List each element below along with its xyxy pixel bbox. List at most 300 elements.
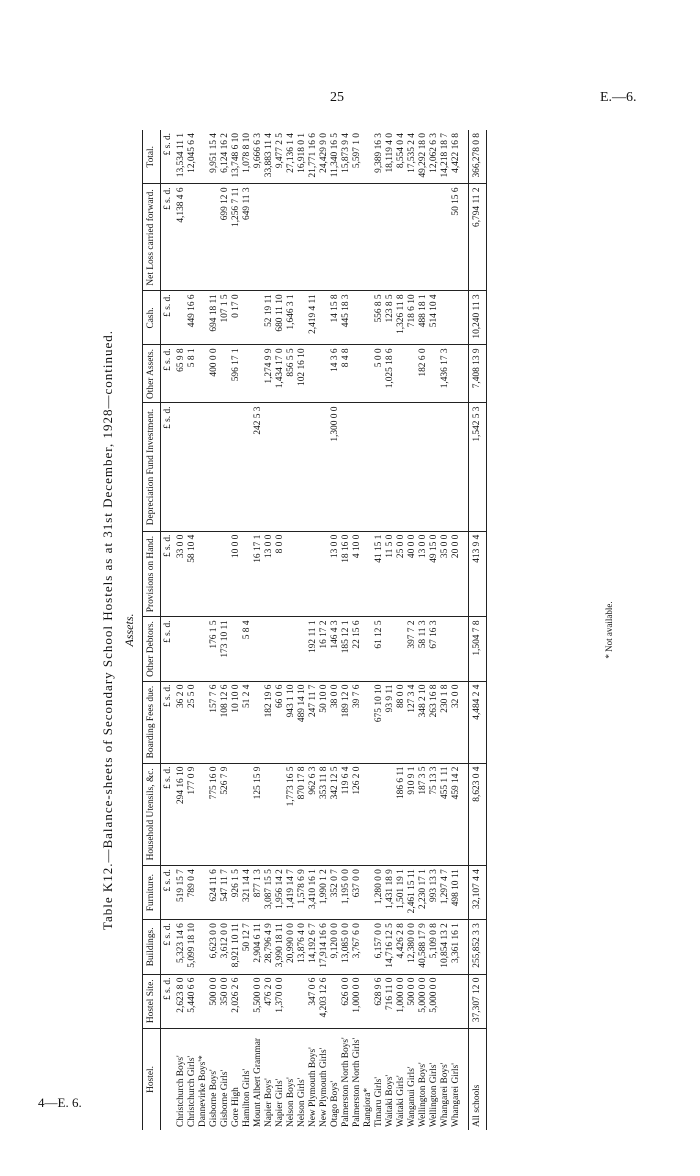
table-cell — [440, 184, 451, 291]
table-cell — [242, 403, 253, 531]
table-cell — [286, 403, 297, 531]
table-cell: 247 11 7 — [308, 681, 319, 763]
header-row — [143, 130, 161, 1130]
table-cell: £ s. d. — [161, 974, 177, 1028]
table-cell — [385, 763, 396, 866]
table-cell: 1,542 5 3 — [469, 403, 487, 531]
column-header: Cash. — [143, 291, 161, 345]
table-cell: 1,297 4 7 — [440, 866, 451, 920]
table-cell — [341, 184, 352, 291]
table-cell: 58 11 3 — [418, 617, 429, 681]
table-cell: 16,918 0 1 — [297, 130, 308, 184]
table-cell: 397 7 2 — [407, 617, 418, 681]
row-label: Nelson Girls' — [297, 1077, 307, 1127]
column-header: Hostel. — [143, 1028, 161, 1130]
table-cell — [253, 617, 264, 681]
table-cell — [264, 617, 275, 681]
table-cell: 12,062 6 3 — [429, 130, 440, 184]
table-cell: £ s. d. — [161, 920, 177, 974]
table-cell: 1,195 0 0 — [341, 866, 352, 920]
table-cell — [374, 184, 385, 291]
table-cell — [385, 184, 396, 291]
table-cell: 347 0 6 — [308, 974, 319, 1028]
table-cell: 75 13 3 — [429, 763, 440, 866]
table-cell: 943 1 10 — [286, 681, 297, 763]
table-cell: 13 0 0 — [330, 531, 341, 617]
table-cell — [385, 617, 396, 681]
table-cell — [253, 184, 264, 291]
table-cell: 1,300 0 0 — [330, 403, 341, 531]
table-cell: 2,623 8 0 — [176, 974, 187, 1028]
row-label: Christchurch Girls' — [187, 1055, 197, 1127]
table-cell — [363, 920, 374, 974]
table-cell — [396, 184, 407, 291]
table-cell: 10 0 0 — [231, 531, 242, 617]
rotated-table-area — [100, 130, 640, 1130]
table-cell: 3,990 18 11 — [275, 920, 286, 974]
table-cell: 5,000 0 0 — [429, 974, 440, 1028]
table-cell: 547 11 7 — [220, 866, 231, 920]
table-cell: 66 0 6 — [275, 681, 286, 763]
table-cell — [176, 403, 187, 531]
table-cell — [242, 763, 253, 866]
row-label: Gisborne Boys' — [209, 1069, 219, 1127]
table-cell — [308, 184, 319, 291]
table-cell — [363, 291, 374, 345]
table-cell — [440, 617, 451, 681]
table-cell — [198, 345, 209, 403]
units-row — [161, 130, 177, 1130]
table-cell: 182 6 0 — [418, 345, 429, 403]
table-cell: 2,461 15 11 — [407, 866, 418, 920]
table-cell: 1,326 11 8 — [396, 291, 407, 345]
table-cell: £ s. d. — [161, 681, 177, 763]
table-cell — [385, 403, 396, 531]
row-label: Waitaki Boys' — [385, 1074, 395, 1127]
table-cell — [253, 681, 264, 763]
table-cell: 348 2 10 — [418, 681, 429, 763]
table-cell — [418, 184, 429, 291]
table-cell: 3,612 0 0 — [220, 920, 231, 974]
table-cell: 5,000 0 0 — [418, 974, 429, 1028]
row-label: Wanganui Girls' — [407, 1066, 417, 1127]
column-header: Other Assets. — [143, 345, 161, 403]
table-cell — [440, 403, 451, 531]
row-label: Gore High — [231, 1087, 241, 1127]
table-cell: 49,292 18 0 — [418, 130, 429, 184]
row-label: Wellington Girls' — [429, 1062, 439, 1127]
row-label: Timaru Girls' — [374, 1076, 384, 1127]
table-cell: 459 14 2 — [451, 763, 462, 866]
table-cell: 11,340 16 5 — [330, 130, 341, 184]
table-cell: 15,873 9 4 — [341, 130, 352, 184]
row-label: Hamilton Girls' — [242, 1068, 252, 1127]
table-cell — [231, 763, 242, 866]
table-cell — [231, 617, 242, 681]
table-cell: 13,876 4 0 — [297, 920, 308, 974]
table-cell: 489 14 10 — [297, 681, 308, 763]
table-cell: 1,504 7 8 — [469, 617, 487, 681]
table-cell: 856 5 5 — [286, 345, 297, 403]
table-cell: 9,389 16 3 — [374, 130, 385, 184]
table-cell: 173 10 11 — [220, 617, 231, 681]
table-row — [264, 130, 275, 1130]
table-cell: 321 14 4 — [242, 866, 253, 920]
table-cell: 157 7 6 — [209, 681, 220, 763]
table-cell — [440, 291, 451, 345]
table-cell: 4,484 2 4 — [469, 681, 487, 763]
table-cell: 17,914 16 6 — [319, 920, 330, 974]
table-cell — [308, 531, 319, 617]
table-cell: 107 1 5 — [220, 291, 231, 345]
table-cell: 177 0 9 — [187, 763, 198, 866]
table-cell — [264, 763, 275, 866]
table-cell — [297, 291, 308, 345]
table-body — [161, 130, 487, 1130]
table-cell — [330, 974, 341, 1028]
table-cell: 230 1 8 — [440, 681, 451, 763]
table-cell: 870 17 8 — [297, 763, 308, 866]
table-cell — [363, 681, 374, 763]
table-cell — [209, 403, 220, 531]
table-cell — [319, 291, 330, 345]
table-cell: 65 9 8 — [176, 345, 187, 403]
table-cell — [275, 184, 286, 291]
table-cell — [363, 403, 374, 531]
table-cell: 449 16 6 — [187, 291, 198, 345]
table-cell — [198, 681, 209, 763]
table-cell: 40,588 17 9 — [418, 920, 429, 974]
table-cell — [209, 531, 220, 617]
table-cell: 556 8 5 — [374, 291, 385, 345]
column-header: Depreciation Fund Investment. — [143, 403, 161, 531]
table-cell: 10,240 11 3 — [469, 291, 487, 345]
table-cell — [319, 184, 330, 291]
table-cell — [396, 345, 407, 403]
table-cell: 6,124 16 2 — [220, 130, 231, 184]
table-cell — [407, 345, 418, 403]
column-header: Hostel Site. — [143, 974, 161, 1028]
table-cell: 28,796 4 9 — [264, 920, 275, 974]
table-cell: 718 6 10 — [407, 291, 418, 345]
row-label: Gisborne Girls' — [220, 1069, 230, 1127]
table-cell: 1,078 8 10 — [242, 130, 253, 184]
table-cell — [352, 184, 363, 291]
table-cell: 10 10 0 — [231, 681, 242, 763]
row-label: Otago Boys' — [330, 1080, 340, 1127]
table-cell — [275, 763, 286, 866]
table-cell: 187 3 5 — [418, 763, 429, 866]
table-cell — [363, 617, 374, 681]
table-cell: 2,904 6 11 — [253, 920, 264, 974]
table-cell: 13,748 6 10 — [231, 130, 242, 184]
column-header: Boarding Fees due. — [143, 681, 161, 763]
table-cell: 22 15 6 — [352, 617, 363, 681]
footer-code: 4—E. 6. — [38, 1095, 82, 1110]
table-cell: 353 11 8 — [319, 763, 330, 866]
table-cell: 9,120 0 0 — [330, 920, 341, 974]
table-cell: 5,109 0 8 — [429, 920, 440, 974]
table-row — [253, 130, 264, 1130]
table-cell: 519 15 7 — [176, 866, 187, 920]
table-cell — [253, 345, 264, 403]
table-row — [198, 130, 209, 1130]
table-cell: 12,045 6 4 — [187, 130, 198, 184]
table-cell — [297, 184, 308, 291]
column-header: Total. — [143, 130, 161, 184]
table-cell — [297, 531, 308, 617]
table-cell — [198, 130, 209, 184]
table-cell: 242 5 3 — [253, 403, 264, 531]
table-cell: 8 4 8 — [341, 345, 352, 403]
row-label: Whangarei Boys' — [440, 1062, 450, 1127]
table-cell: 680 11 10 — [275, 291, 286, 345]
table-cell: 775 16 0 — [209, 763, 220, 866]
table-row — [297, 130, 308, 1130]
table-cell — [297, 403, 308, 531]
table-cell — [308, 403, 319, 531]
table-cell: 185 12 1 — [341, 617, 352, 681]
table-row — [341, 130, 352, 1130]
table-cell — [429, 403, 440, 531]
table-cell: 3,767 6 0 — [352, 920, 363, 974]
table-cell: 455 1 11 — [440, 763, 451, 866]
table-cell — [363, 184, 374, 291]
table-cell — [220, 345, 231, 403]
table-row — [275, 130, 286, 1130]
table-cell: 5 8 1 — [187, 345, 198, 403]
table-cell: 41 15 1 — [374, 531, 385, 617]
table-cell: £ s. d. — [161, 866, 177, 920]
table-cell: 1,025 18 6 — [385, 345, 396, 403]
table-cell: 716 11 0 — [385, 974, 396, 1028]
table-cell — [451, 403, 462, 531]
table-cell: 1,000 0 0 — [352, 974, 363, 1028]
table-cell — [429, 345, 440, 403]
table-cell: 9,666 6 3 — [253, 130, 264, 184]
table-cell: 926 1 5 — [231, 866, 242, 920]
table-cell: £ s. d. — [161, 130, 177, 184]
table-cell — [198, 403, 209, 531]
table-cell — [363, 974, 374, 1028]
table-cell: 176 1 5 — [209, 617, 220, 681]
table-row — [407, 130, 418, 1130]
table-cell: 192 11 1 — [308, 617, 319, 681]
table-cell: 21,771 16 6 — [308, 130, 319, 184]
table-cell: £ s. d. — [161, 531, 177, 617]
table-row — [330, 130, 341, 1130]
table-cell: 1,501 19 1 — [396, 866, 407, 920]
table-cell: 32,107 4 4 — [469, 866, 487, 920]
table-cell — [418, 403, 429, 531]
table-cell: 4,138 4 6 — [176, 184, 187, 291]
table-cell: 4,203 12 6 — [319, 974, 330, 1028]
row-label: Napier Girls' — [275, 1078, 285, 1127]
table-cell: 488 18 1 — [418, 291, 429, 345]
row-label: Rangiora* — [363, 1087, 373, 1127]
table-cell — [363, 763, 374, 866]
table-cell — [374, 403, 385, 531]
table-cell — [363, 866, 374, 920]
table-cell: 2,230 17 1 — [418, 866, 429, 920]
table-cell — [176, 617, 187, 681]
table-cell: 36 2 0 — [176, 681, 187, 763]
table-cell: 13,085 0 0 — [341, 920, 352, 974]
table-cell — [198, 763, 209, 866]
row-label: Waitaki Girls' — [396, 1075, 406, 1127]
table-cell: 189 12 0 — [341, 681, 352, 763]
table-cell: 35 0 0 — [440, 531, 451, 617]
column-header: Buildings. — [143, 920, 161, 974]
table-cell: 4,422 16 8 — [451, 130, 462, 184]
table-cell: 5 8 4 — [242, 617, 253, 681]
table-cell — [198, 974, 209, 1028]
table-cell: 675 10 10 — [374, 681, 385, 763]
table-cell: 1,956 14 2 — [275, 866, 286, 920]
table-cell: 6,794 11 2 — [469, 184, 487, 291]
table-cell — [319, 345, 330, 403]
table-cell: 962 6 3 — [308, 763, 319, 866]
table-cell — [275, 617, 286, 681]
table-cell: 694 18 11 — [209, 291, 220, 345]
table-cell: 33 0 0 — [176, 531, 187, 617]
table-cell: 6,623 0 0 — [209, 920, 220, 974]
table-cell: 0 17 0 — [231, 291, 242, 345]
table-cell: 3,361 16 1 — [451, 920, 462, 974]
table-cell: 25 0 0 — [396, 531, 407, 617]
row-label: Palmerston North Boys' — [341, 1037, 351, 1127]
table-cell: £ s. d. — [161, 763, 177, 866]
table-cell: 352 0 7 — [330, 866, 341, 920]
table-cell: £ s. d. — [161, 184, 177, 291]
table-cell: 400 0 0 — [209, 345, 220, 403]
table-cell — [264, 403, 275, 531]
table-cell — [242, 974, 253, 1028]
table-cell: 255,852 3 3 — [469, 920, 487, 974]
table-subtitle: Assets. — [122, 613, 136, 647]
table-cell: £ s. d. — [161, 291, 177, 345]
row-label: Mount Albert Grammar — [253, 1037, 263, 1127]
table-cell: 8 0 0 — [275, 531, 286, 617]
table-row — [319, 130, 330, 1130]
table-cell: 50 12 7 — [242, 920, 253, 974]
table-cell — [297, 974, 308, 1028]
table-cell: 119 6 4 — [341, 763, 352, 866]
table-cell: 1,000 0 0 — [396, 974, 407, 1028]
table-cell: 1,578 6 9 — [297, 866, 308, 920]
table-cell — [242, 531, 253, 617]
table-cell: 16 17 1 — [253, 531, 264, 617]
table-cell — [242, 345, 253, 403]
table-cell: 649 11 3 — [242, 184, 253, 291]
table-row — [374, 130, 385, 1130]
table-cell: 5 0 0 — [374, 345, 385, 403]
table-cell: 13,534 11 1 — [176, 130, 187, 184]
table-cell: 877 1 3 — [253, 866, 264, 920]
table-cell — [275, 403, 286, 531]
table-row — [352, 130, 363, 1130]
table-cell — [407, 403, 418, 531]
table-cell — [286, 974, 297, 1028]
table-cell: 7,408 13 9 — [469, 345, 487, 403]
table-cell — [198, 184, 209, 291]
table-cell — [220, 403, 231, 531]
table-cell: 127 3 4 — [407, 681, 418, 763]
table-cell: 18 16 0 — [341, 531, 352, 617]
table-cell: 626 0 0 — [341, 974, 352, 1028]
table-cell — [286, 531, 297, 617]
table-row — [187, 130, 198, 1130]
table-cell: 8,554 0 4 — [396, 130, 407, 184]
row-label: All schools — [469, 1028, 487, 1130]
table-cell — [187, 184, 198, 291]
table-cell: 526 7 9 — [220, 763, 231, 866]
table-cell: 14,218 18 7 — [440, 130, 451, 184]
table-cell: 1,773 16 5 — [286, 763, 297, 866]
table-cell: 500 0 0 — [209, 974, 220, 1028]
table-cell: 61 12 5 — [374, 617, 385, 681]
table-row — [231, 130, 242, 1130]
table-cell: 1,990 1 2 — [319, 866, 330, 920]
table-cell: 8,921 10 11 — [231, 920, 242, 974]
table-cell: 9,477 2 5 — [275, 130, 286, 184]
table-cell: 1,280 0 0 — [374, 866, 385, 920]
table-cell: 88 0 0 — [396, 681, 407, 763]
table-cell: 125 15 9 — [253, 763, 264, 866]
row-label: Napier Boys' — [264, 1078, 274, 1127]
table-cell — [264, 184, 275, 291]
row-label: New Plymouth Boys' — [308, 1047, 318, 1127]
table-cell: 17,535 2 4 — [407, 130, 418, 184]
table-cell: 5,099 18 10 — [187, 920, 198, 974]
table-cell: 500 0 0 — [407, 974, 418, 1028]
total-row — [469, 130, 487, 1130]
table-cell — [242, 291, 253, 345]
table-cell — [198, 866, 209, 920]
table-cell: 58 10 4 — [187, 531, 198, 617]
table-cell — [286, 184, 297, 291]
table-cell: 699 12 0 — [220, 184, 231, 291]
table-cell: 25 5 0 — [187, 681, 198, 763]
table-cell: 624 11 6 — [209, 866, 220, 920]
table-cell — [330, 184, 341, 291]
table-cell: 1,419 14 7 — [286, 866, 297, 920]
table-cell: 18,119 4 0 — [385, 130, 396, 184]
table-row — [308, 130, 319, 1130]
table-row — [176, 130, 187, 1130]
table-cell — [374, 763, 385, 866]
table-cell — [297, 617, 308, 681]
table-cell: 445 18 3 — [341, 291, 352, 345]
table-cell: 9,951 15 4 — [209, 130, 220, 184]
table-title: Table K12.—Balance-sheets of Secondary School Hostels as at 31st December, 1928—continued. — [100, 329, 115, 931]
table-cell: 2,026 2 6 — [231, 974, 242, 1028]
table-cell: 342 12 5 — [330, 763, 341, 866]
table-cell — [352, 345, 363, 403]
table-cell: 146 4 3 — [330, 617, 341, 681]
table-row — [440, 130, 451, 1130]
table-cell — [363, 531, 374, 617]
table-cell — [176, 291, 187, 345]
table-cell: 294 16 10 — [176, 763, 187, 866]
table-cell — [396, 403, 407, 531]
table-cell — [253, 291, 264, 345]
table-cell: 4 10 0 — [352, 531, 363, 617]
table-cell: £ s. d. — [161, 345, 177, 403]
table-cell — [429, 184, 440, 291]
row-label — [161, 1028, 177, 1130]
table-cell: 4,426 2 8 — [396, 920, 407, 974]
